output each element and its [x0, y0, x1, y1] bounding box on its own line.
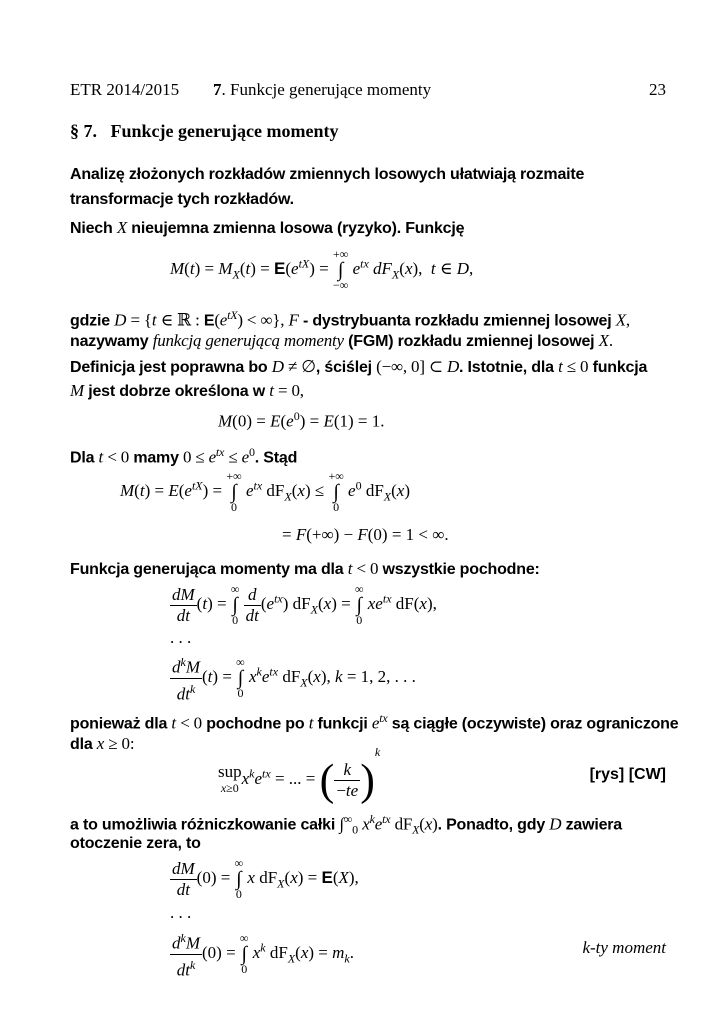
text: Dla	[70, 449, 99, 467]
equation-derivative-at-zero: $\frac{dM}{dt}$ (0) = ∞ ∫ 0 x $dF_X(x) = E(X)$,	[172, 856, 359, 901]
text: . Istotnie, dla	[459, 359, 559, 376]
text: funkcja	[588, 359, 648, 376]
equation-bound: $M(t) = E(e^{tX})$ = +∞ ∫ 0 $e^{tx}$ $dF_X(x)$ ≤ +∞ ∫ 0 $e^0$ $dF_X(x)$	[120, 469, 411, 514]
poniewaz-line-2: dla x ≥ 0:	[70, 734, 135, 753]
text: są ciągłe (oczywiste) oraz ograniczone	[387, 715, 679, 733]
equation-m-zero: $M(0) = E(e^0) = E(1) = 1$.	[218, 409, 385, 431]
ellipsis-2: . . .	[170, 903, 192, 922]
header-chapter	[213, 80, 431, 100]
text: wszystkie pochodne:	[378, 561, 540, 578]
text: a to umożliwia różniczkowanie całki	[70, 816, 340, 834]
poniewaz-line-1: ponieważ dla t < 0 pochodne po t funkcji $e^{tx}$ są ciągłe (oczywiste) oraz ograniczone	[70, 711, 679, 733]
text: funkcji	[313, 715, 372, 733]
text: (FGM) rozkładu zmiennej losowej	[343, 333, 599, 350]
otoczenie-line: otoczenie zera, to	[70, 835, 201, 852]
header-chapter-title: . Funkcje generujące momenty	[221, 80, 432, 99]
niech-paragraph: Niech X nieujemna zmienna losowa (ryzyko). Funkcję	[70, 218, 465, 237]
text: jest dobrze określona w	[83, 383, 270, 400]
text: pochodne po	[201, 715, 309, 733]
text: dla	[70, 736, 97, 753]
text: Funkcja generująca momenty ma dla	[70, 561, 348, 578]
text: nieujemna zmienna losowa (ryzyko). Funkcję	[127, 220, 465, 237]
header-chapter-number: 7	[213, 80, 222, 99]
definicja-line-1: Definicja jest poprawna bo D ≠ ∅, ściślej (−∞, 0] ⊂ D. Istotnie, dla t ≤ 0 funkcja	[70, 357, 648, 376]
dla-line: Dla t < 0 mamy $0 \le e^{tx} \le e^0$. Stąd	[70, 445, 298, 467]
text: zawiera	[561, 816, 623, 834]
page-number: 23	[649, 80, 666, 99]
umozliwia-line: a to umożliwia różniczkowanie całki $\int^\infty_0$ $x^ke^{tx}$ $dF_X(x)$. Ponadto, gdy D zawiera	[70, 812, 623, 837]
equation-kth-derivative: $\frac{d^kM}{dt^k}$ (t) = ∞ ∫ 0 $x^ke^{tx}$ $dF_X(x)$, k = 1, 2, . . .	[170, 652, 416, 704]
reference-tag: [rys] [CW]	[589, 766, 666, 783]
text: Niech	[70, 220, 117, 237]
gdzie-line: gdzie D = {t ∈ ℝ : $E(e^{tX})$ < ∞}, F - dystrybuanta rozkładu zmiennej losowej X,	[70, 308, 630, 330]
equation-sup-bound: sup x≥0 $x^ke^{tx}$ = ... = ( $\frac{k}{-te}$ )$^k$	[218, 745, 381, 805]
nazywamy-line: nazywamy funkcją generującą momenty (FGM) rozkładu zmiennej losowej X.	[70, 331, 613, 350]
section-title: Funkcje generujące momenty	[110, 121, 339, 141]
text: . Stąd	[254, 449, 298, 467]
text: , ściślej	[315, 359, 377, 376]
equation-bound-result: = F(+∞) − F(0) = 1 < ∞.	[282, 525, 449, 544]
section-heading	[70, 121, 338, 142]
equation-mgf-definition: $M(t) = M_X(t) = E(e^{tX})$ = +∞ ∫ −∞ $e^{tx}$ $dF_X(x)$, t ∈ D,	[170, 247, 474, 292]
text: Definicja jest poprawna bo	[70, 359, 272, 376]
equation-first-derivative: $\frac{dM}{dt}$ (t) = ∞ ∫ 0 $\frac{d}{dt}$ $(e^{tx}) dF_X(x)$ = ∞ ∫ 0 $xe^{tx}$ dF(x),	[172, 582, 437, 627]
text: mamy	[129, 449, 184, 467]
definicja-line-2: M jest dobrze określona w t = 0,	[70, 381, 304, 400]
equation-kth-moment: $\frac{d^kM}{dt^k}$ (0) = ∞ ∫ 0 $x^k$ $dF_X(x) = m_k$.	[170, 928, 354, 980]
text: - dystrybuanta rozkładu zmiennej losowej	[298, 312, 616, 330]
text: ponieważ dla	[70, 715, 172, 733]
text: nazywamy	[70, 333, 153, 350]
header-course: ETR 2014/2015	[70, 80, 180, 99]
ellipsis-1: . . .	[170, 628, 192, 647]
section-mark: § 7.	[70, 121, 97, 141]
emphasis-term: funkcją generującą momenty	[152, 331, 344, 350]
text: gdzie	[70, 312, 115, 330]
kth-moment-tag: k-ty moment	[582, 938, 666, 957]
text: . Ponadto, gdy	[437, 816, 550, 834]
intro-paragraph: Analizę złożonych rozkładów zmiennych losowych ułatwiają rozmaite transformacje tych rozkładów.	[70, 166, 585, 208]
fgm-derivatives-line: Funkcja generująca momenty ma dla t < 0 wszystkie pochodne:	[70, 559, 540, 578]
